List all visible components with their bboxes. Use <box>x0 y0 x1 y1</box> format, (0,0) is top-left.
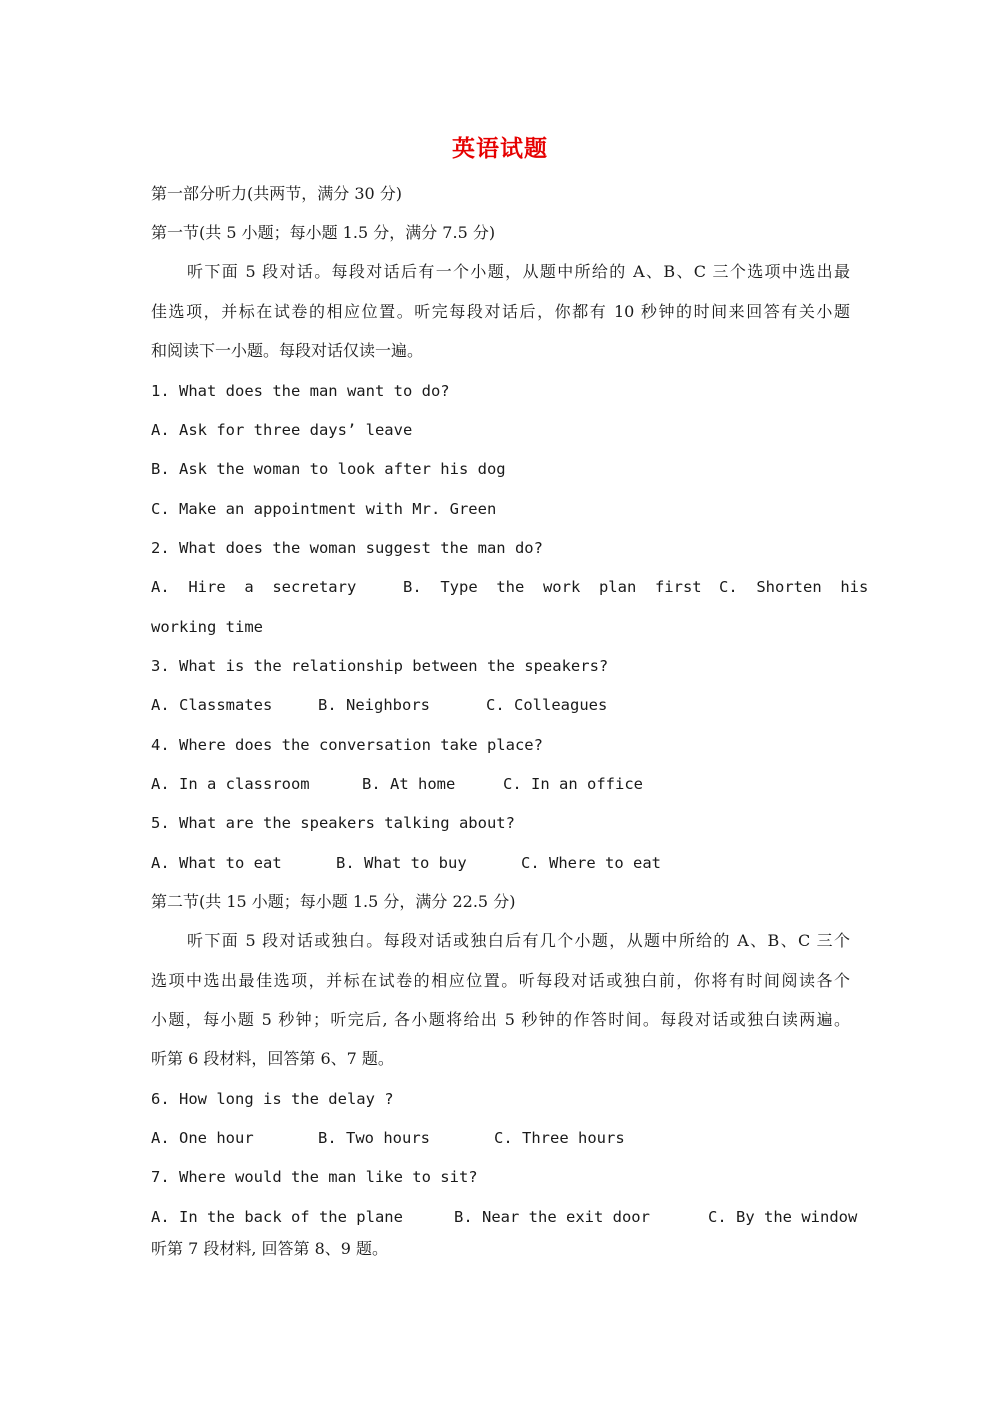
q6-option-a: A. One hour <box>151 1129 254 1147</box>
material7-heading: 听第 7 段材料, 回答第 8、9 题。 <box>151 1239 389 1258</box>
q5-option-b: B. What to buy <box>336 854 467 872</box>
q6-option-b: B. Two hours <box>318 1129 430 1147</box>
q3-option-a: A. Classmates <box>151 696 273 714</box>
q1-question: 1. What does the man want to do? <box>151 382 450 400</box>
q6-question: 6. How long is the delay ? <box>151 1090 394 1108</box>
q7-option-a: A. In the back of the plane <box>151 1208 403 1226</box>
q4-question: 4. Where does the conversation take place? <box>151 736 543 754</box>
q2-option-b: B. Type the work plan first <box>403 578 702 596</box>
q5-options <box>151 852 851 874</box>
section1-instructions-line2: 佳选项，并标在试卷的相应位置。听完每段对话后，你都有 10 秒钟的时间来回答有关小题 <box>151 302 850 321</box>
q2-options <box>151 576 869 598</box>
part1-heading: 第一部分听力(共两节，满分 30 分) <box>151 184 403 203</box>
q2-option-c: C. Shorten his <box>719 578 869 596</box>
q1-option-b: B. Ask the woman to look after his dog <box>151 460 506 478</box>
q1-option-a: A. Ask for three days’ leave <box>151 421 413 439</box>
section1-instructions-line3: 和阅读下一小题。每段对话仅读一遍。 <box>151 341 424 360</box>
q4-option-c: C. In an office <box>503 775 643 793</box>
q5-option-a: A. What to eat <box>151 854 282 872</box>
q3-options <box>151 694 851 716</box>
section1-instructions-line1: 听下面 5 段对话。每段对话后有一个小题，从题中所给的 A、B、C 三个选项中选出最 <box>187 262 850 281</box>
page-title: 英语试题 <box>452 136 548 162</box>
section2-heading: 第二节(共 15 小题；每小题 1.5 分，满分 22.5 分) <box>151 892 516 911</box>
q3-question: 3. What is the relationship between the speakers? <box>151 657 609 675</box>
q3-option-c: C. Colleagues <box>486 696 608 714</box>
q6-options <box>151 1127 851 1149</box>
section1-heading: 第一节(共 5 小题；每小题 1.5 分，满分 7.5 分) <box>151 223 496 242</box>
q7-options <box>151 1206 858 1228</box>
q5-option-c: C. Where to eat <box>521 854 661 872</box>
q5-question: 5. What are the speakers talking about? <box>151 814 515 832</box>
q2-option-a: A. Hire a secretary <box>151 578 357 596</box>
q3-option-b: B. Neighbors <box>318 696 430 714</box>
section2-instructions-line2: 选项中选出最佳选项，并标在试卷的相应位置。听每段对话或独白前，你将有时间阅读各个 <box>151 971 850 990</box>
q2-question: 2. What does the woman suggest the man do? <box>151 539 543 557</box>
q1-option-c: C. Make an appointment with Mr. Green <box>151 500 497 518</box>
section2-instructions-line1: 听下面 5 段对话或独白。每段对话或独白后有几个小题，从题中所给的 A、B、C 三个 <box>187 931 850 950</box>
q2-option-c-continued: working time <box>151 618 263 636</box>
q6-option-c: C. Three hours <box>494 1129 625 1147</box>
q7-option-c: C. By the window <box>708 1208 858 1226</box>
material6-heading: 听第 6 段材料，回答第 6、7 题。 <box>151 1049 394 1068</box>
q7-option-b: B. Near the exit door <box>454 1208 650 1226</box>
section2-instructions-line3: 小题，每小题 5 秒钟；听完后, 各小题将给出 5 秒钟的作答时间。每段对话或独白读两遍。 <box>151 1010 850 1029</box>
q7-question: 7. Where would the man like to sit? <box>151 1168 478 1186</box>
q4-option-b: B. At home <box>362 775 456 793</box>
q4-option-a: A. In a classroom <box>151 775 310 793</box>
q4-options <box>151 773 851 795</box>
